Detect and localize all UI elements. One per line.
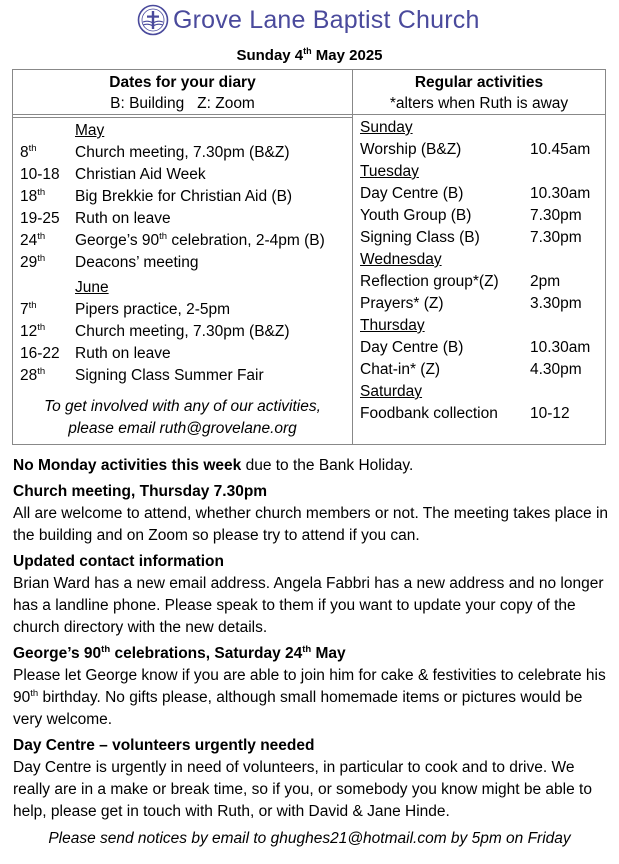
diary-event: Christian Aid Week	[75, 166, 206, 183]
diary-day: 24th	[20, 230, 46, 249]
diary-table	[12, 69, 606, 445]
notice-heading: Church meeting, Thursday 7.30pm	[13, 483, 268, 500]
diary-note: To get involved with any of our activities, please email ruth@grovelane.org	[44, 398, 321, 437]
activity-time: 10.45am	[530, 141, 591, 158]
activity-name: Youth Group (B)	[360, 207, 472, 224]
regular-column-header: Regular activities *alters when Ruth is away	[389, 74, 569, 112]
activity-time: 4.30pm	[530, 361, 582, 378]
footer-notice: Please send notices by email to ghughes21@hotmail.com by 5pm on Friday	[48, 830, 571, 847]
diary-event: Deacons’ meeting	[75, 254, 199, 271]
diary-day: 28th	[20, 365, 46, 384]
header	[0, 2, 619, 38]
activity-time: 3.30pm	[530, 295, 582, 312]
diary-event: Ruth on leave	[75, 210, 171, 227]
notice-body: All are welcome to attend, whether church members or not. The meeting takes place in the building and on Zoom so please try to attend if you can.	[13, 505, 609, 544]
day-tuesday: Tuesday	[360, 163, 419, 180]
diary-day: 8th	[20, 142, 37, 161]
diary-event: Pipers practice, 2-5pm	[75, 301, 231, 318]
diary-day: 29th	[20, 252, 46, 271]
month-june: June	[75, 279, 109, 296]
notices	[13, 455, 613, 823]
activity-name: Prayers* (Z)	[360, 295, 444, 312]
notice-body: Please let George know if you are able to join him for cake & festivities to celebrate his 90th birthday. No gifts please, although small homemade items or pictures would be very welcome.	[13, 667, 606, 728]
activity-time: 2pm	[530, 273, 561, 290]
church-name: Grove Lane Baptist Church	[173, 6, 480, 34]
activity-name: Day Centre (B)	[360, 185, 464, 202]
diary-event: Church meeting, 7.30pm (B&Z)	[75, 144, 290, 161]
diary-event: Big Brekkie for Christian Aid (B)	[75, 188, 293, 205]
diary-event: Church meeting, 7.30pm (B&Z)	[75, 323, 290, 340]
activity-time: 10-12	[530, 405, 570, 422]
activity-name: Worship (B&Z)	[360, 141, 462, 158]
activity-name: Reflection group*(Z)	[360, 273, 499, 290]
diary-day: 10-18	[20, 166, 60, 183]
church-cross-logo-icon	[137, 4, 169, 36]
notice-body: Brian Ward has a new email address. Angela Fabbri has a new address and no longer has a landline phone. Please speak to them if you want to update your copy of the church directory with the new details.	[13, 575, 604, 636]
day-saturday: Saturday	[360, 383, 423, 400]
day-thursday: Thursday	[360, 317, 425, 334]
notice-heading: George’s 90th celebrations, Saturday 24th May	[13, 643, 346, 662]
diary-day: 16-22	[20, 345, 60, 362]
notice-body: Day Centre is urgently in need of volunteers, in particular to cook and to drive. We really are in a make or break time, so if you, or somebody you know might be able to help, please get in touch with Ruth, or with David & Jane Hinde.	[13, 759, 592, 820]
bulletin-date: Sunday 4th May 2025	[236, 46, 383, 64]
activity-name: Chat-in* (Z)	[360, 361, 441, 378]
diary-day: 7th	[20, 299, 37, 318]
diary-day: 12th	[20, 321, 46, 340]
activity-name: Foodbank collection	[360, 405, 498, 422]
notice-heading: Updated contact information	[13, 553, 224, 570]
activity-time: 7.30pm	[530, 207, 582, 224]
activity-time: 7.30pm	[530, 229, 582, 246]
day-sunday: Sunday	[360, 119, 413, 136]
diary-day: 19-25	[20, 210, 60, 227]
diary-event: Signing Class Summer Fair	[75, 367, 264, 384]
diary-event: Ruth on leave	[75, 345, 171, 362]
notice-monday: No Monday activities this week due to the Bank Holiday.	[13, 457, 414, 474]
activity-name: Day Centre (B)	[360, 339, 464, 356]
diary-day: 18th	[20, 186, 46, 205]
activity-time: 10.30am	[530, 339, 591, 356]
activity-name: Signing Class (B)	[360, 229, 480, 246]
activity-time: 10.30am	[530, 185, 591, 202]
diary-column-header: Dates for your diary B: Building Z: Zoom	[109, 74, 256, 112]
day-wednesday: Wednesday	[360, 251, 442, 268]
month-may: May	[75, 122, 105, 139]
notice-heading: Day Centre – volunteers urgently needed	[13, 737, 315, 754]
diary-event: George’s 90th celebration, 2-4pm (B)	[75, 230, 325, 249]
